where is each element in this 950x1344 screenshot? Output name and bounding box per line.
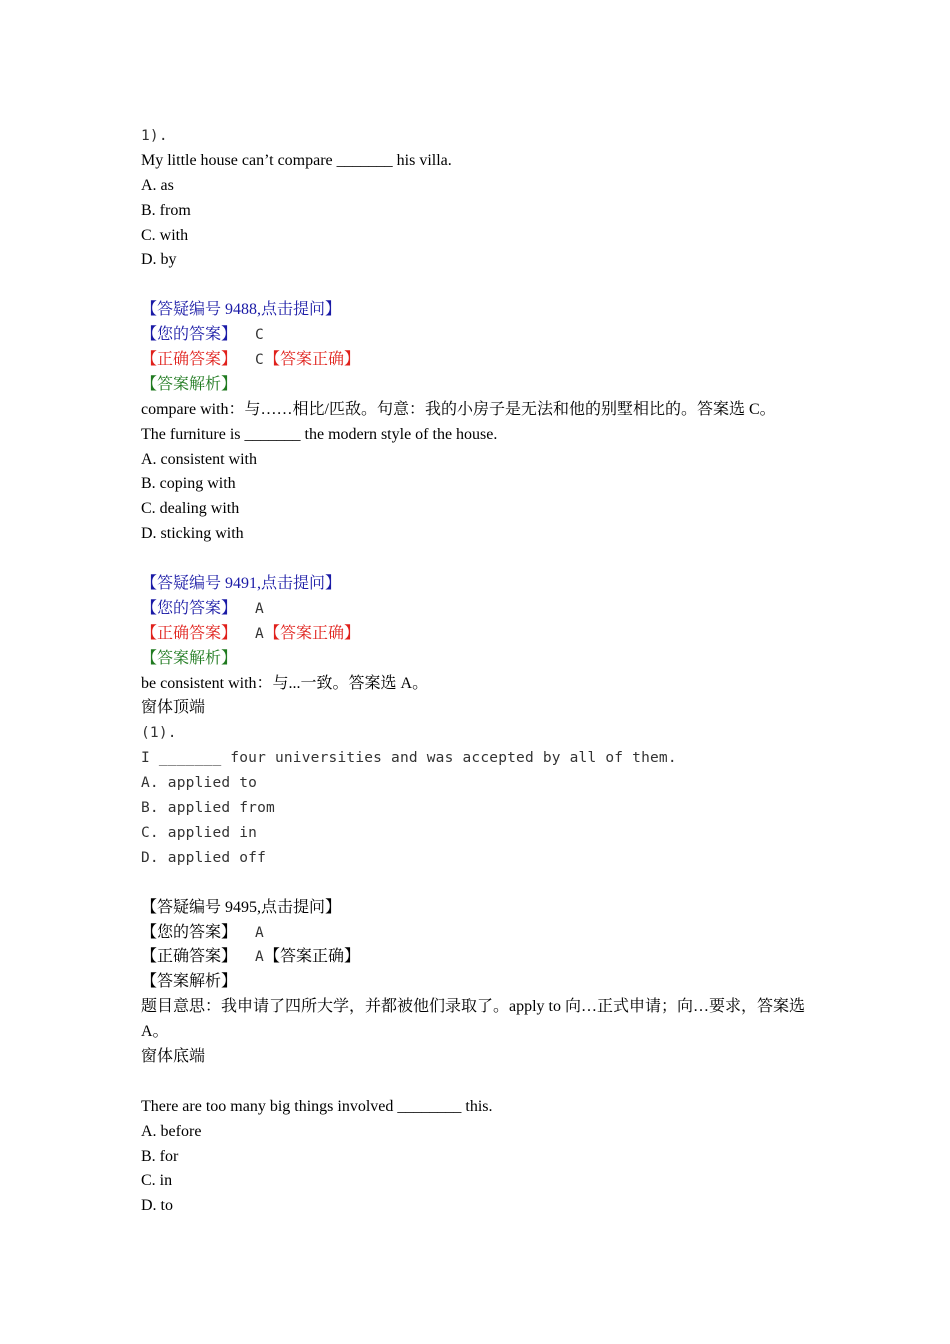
ask-question-link[interactable]: 【答疑编号 9495,点击提问】: [141, 898, 342, 916]
question-number: (1).: [141, 725, 177, 742]
correct-answer-row: [141, 348, 821, 373]
analysis-text: be consistent with：与...一致。答案选 A。: [141, 674, 429, 692]
correct-answer-value: A: [255, 949, 264, 966]
option-c: C. in: [141, 1172, 173, 1190]
your-answer-value: C: [255, 327, 264, 344]
correct-answer-label: 【正确答案】: [141, 351, 238, 369]
analysis-label: 【答案解析】: [141, 375, 238, 393]
your-answer-row: [141, 921, 821, 946]
option-b: B. coping with: [141, 475, 236, 493]
correct-answer-row: [141, 945, 821, 970]
correct-answer-value: A: [255, 625, 264, 642]
question-stem: I _______ four universities and was accepted by all of them.: [141, 750, 677, 767]
correct-answer-row: [141, 622, 821, 647]
spacer: [141, 871, 821, 896]
question-stem: My little house can’t compare _______ his villa.: [141, 151, 452, 169]
option-a: A. consistent with: [141, 450, 257, 468]
your-answer-label: 【您的答案】: [141, 923, 238, 941]
analysis-text: compare with：与……相比/匹敌。句意：我的小房子是无法和他的别墅相比的。答案选 C。: [141, 400, 776, 418]
your-answer-label: 【您的答案】: [141, 599, 238, 617]
correct-answer-value: C: [255, 352, 264, 369]
answer-verdict: 【答案正确】: [263, 624, 360, 642]
correct-answer-label: 【正确答案】: [141, 948, 238, 966]
your-answer-label: 【您的答案】: [141, 326, 238, 344]
analysis-label: 【答案解析】: [141, 649, 238, 667]
correct-answer-label: 【正确答案】: [141, 624, 238, 642]
analysis-text: 题目意思：我申请了四所大学，并都被他们录取了。apply to 向…正式申请；向…要求，答案选 A。: [141, 998, 805, 1041]
ask-question-link[interactable]: 【答疑编号 9491,点击提问】: [141, 575, 342, 593]
spacer: [141, 273, 821, 298]
question-stem: The furniture is _______ the modern style of the house.: [141, 425, 498, 443]
your-answer-row: [141, 323, 821, 348]
option-d: D. by: [141, 251, 177, 269]
spacer: [141, 1070, 821, 1095]
option-c: C. applied in: [141, 824, 258, 841]
spacer: [141, 547, 821, 572]
question-number: 1).: [141, 128, 168, 144]
option-d: D. applied off: [141, 849, 267, 866]
option-d: D. sticking with: [141, 525, 244, 543]
your-answer-value: A: [255, 924, 264, 941]
option-b: B. from: [141, 201, 191, 219]
option-b: B. for: [141, 1147, 179, 1165]
ask-question-link[interactable]: 【答疑编号 9488,点击提问】: [141, 301, 342, 319]
analysis-label: 【答案解析】: [141, 973, 238, 991]
form-top-marker: 窗体顶端: [141, 699, 206, 717]
question-stem: There are too many big things involved ________ this.: [141, 1097, 493, 1115]
option-a: A. before: [141, 1122, 202, 1140]
option-c: C. with: [141, 226, 189, 244]
option-a: A. applied to: [141, 775, 258, 792]
option-c: C. dealing with: [141, 500, 240, 518]
your-answer-row: [141, 597, 821, 622]
option-b: B. applied from: [141, 800, 275, 817]
document-page: [141, 124, 821, 1219]
your-answer-value: A: [255, 600, 264, 617]
form-bottom-marker: 窗体底端: [141, 1047, 206, 1065]
option-d: D. to: [141, 1197, 173, 1215]
answer-verdict: 【答案正确】: [263, 948, 360, 966]
option-a: A. as: [141, 176, 174, 194]
answer-verdict: 【答案正确】: [263, 351, 360, 369]
